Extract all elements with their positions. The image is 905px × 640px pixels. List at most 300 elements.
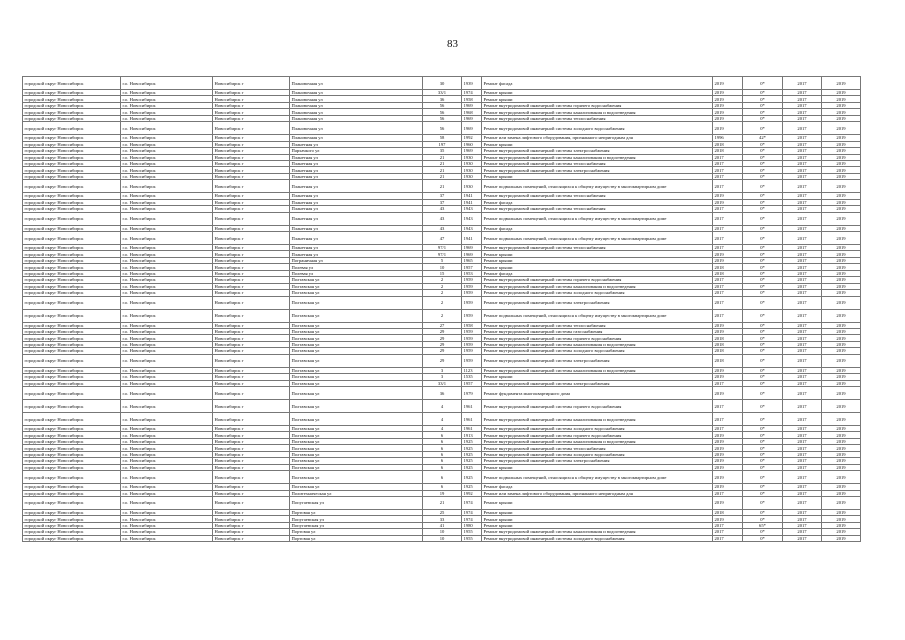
cell-unit: 0* [743,367,783,373]
cell-year-from: 2017 [783,206,822,212]
cell-year-to: 2019 [822,154,861,160]
cell-locality: Новосибирск г [213,535,290,541]
cell-district: городской округ Новосибирск [23,341,121,347]
cell-street: Попугаевская ул [290,516,423,522]
cell-settlement: г.о. Новосибирск [121,509,213,515]
cell-locality: Новосибирск г [213,102,290,108]
cell-locality: Новосибирск г [213,426,290,432]
cell-settlement: г.о. Новосибирск [121,458,213,464]
cell-district: городской округ Новосибирск [23,471,121,484]
cell-house: 6 [423,432,462,438]
cell-year-built: 1959 [462,354,482,367]
cell-settlement: г.о. Новосибирск [121,167,213,173]
cell-year-start: 2018 [713,354,743,367]
cell-district: городской округ Новосибирск [23,148,121,154]
cell-unit: 0* [743,529,783,535]
cell-work-type: Ремонт внутридомовой инженерной системы горячего водоснабжения [482,277,713,283]
cell-house: 15 [423,270,462,276]
cell-year-start: 2017 [713,232,743,245]
cell-year-start: 2019 [713,374,743,380]
cell-year-to: 2019 [822,141,861,147]
cell-year-from: 2017 [783,167,822,173]
cell-street: Плановочная ул [290,122,423,135]
cell-settlement: г.о. Новосибирск [121,283,213,289]
cell-year-built: 1974 [462,90,482,96]
cell-locality: Новосибирск г [213,90,290,96]
cell-year-start: 2018 [713,341,743,347]
cell-year-built: 1969 [462,115,482,121]
cell-year-from: 2017 [783,160,822,166]
cell-year-start: 2019 [713,193,743,199]
cell-street: Полтавская ул [290,348,423,354]
cell-year-start: 2017 [713,167,743,173]
cell-locality: Новосибирск г [213,522,290,528]
cell-locality: Новосибирск г [213,445,290,451]
cell-district: городской округ Новосибирск [23,206,121,212]
cell-work-type: Ремонт крыши [482,522,713,528]
cell-settlement: г.о. Новосибирск [121,535,213,541]
cell-unit: 0* [743,380,783,386]
cell-unit: 0* [743,387,783,400]
cell-unit: 0* [743,341,783,347]
cell-year-built: 1974 [462,496,482,509]
table-row [23,180,861,193]
cell-year-from: 2017 [783,413,822,426]
cell-work-type: Ремонт внутридомовой инженерной системы горячего водоснабжения [482,102,713,108]
cell-street: Полтавская ул [290,438,423,444]
cell-district: городской округ Новосибирск [23,270,121,276]
cell-year-from: 2017 [783,380,822,386]
cell-work-type: Ремонт внутридомовой инженерной системы канализования и водоотведения [482,529,713,535]
cell-unit: 0* [743,96,783,102]
cell-work-type: Ремонт внутридомовой инженерной системы канализования и водоотведения [482,341,713,347]
cell-settlement: г.о. Новосибирск [121,322,213,328]
cell-district: городской округ Новосибирск [23,212,121,225]
cell-year-start: 2019 [713,432,743,438]
cell-year-from: 2017 [783,438,822,444]
cell-year-start: 2019 [713,438,743,444]
cell-work-type: Ремонт внутридомовой инженерной системы горячего водоснабжения [482,335,713,341]
cell-unit: 0* [743,283,783,289]
cell-year-to: 2019 [822,122,861,135]
cell-unit: 0* [743,290,783,296]
cell-year-to: 2019 [822,232,861,245]
cell-street: Планетная ул [290,141,423,147]
cell-unit: 0* [743,251,783,257]
cell-work-type: Ремонт крыши [482,516,713,522]
cell-year-from: 2017 [783,335,822,341]
cell-year-built: 1925 [462,458,482,464]
cell-settlement: г.о. Новосибирск [121,374,213,380]
cell-house: 47 [423,232,462,245]
cell-year-start: 2019 [713,77,743,90]
cell-year-built: 1969 [462,122,482,135]
cell-house: 36 [423,96,462,102]
cell-settlement: г.о. Новосибирск [121,464,213,470]
cell-work-type: Ремонт крыши [482,96,713,102]
cell-work-type: Ремонт фасада [482,484,713,490]
cell-year-built: 1958 [462,96,482,102]
cell-locality: Новосибирск г [213,438,290,444]
cell-work-type: Ремонт внутридомовой инженерной системы теплоснабжения [482,160,713,166]
cell-locality: Новосибирск г [213,328,290,334]
cell-year-built: 1939 [462,77,482,90]
cell-year-built: 1974 [462,516,482,522]
cell-district: городской округ Новосибирск [23,516,121,522]
cell-settlement: г.о. Новосибирск [121,341,213,347]
cell-work-type: Ремонт подвальных помещений, относящихся к общему имуществу в многоквартирном доме [482,212,713,225]
cell-year-start: 2018 [713,335,743,341]
cell-year-to: 2019 [822,387,861,400]
cell-unit: 0* [743,451,783,457]
cell-street: Полтавская ул [290,328,423,334]
cell-street: Полтавская ул [290,296,423,309]
cell-unit: 0* [743,322,783,328]
cell-locality: Новосибирск г [213,257,290,263]
cell-street: Полтавская ул [290,335,423,341]
cell-unit: 0* [743,296,783,309]
cell-locality: Новосибирск г [213,354,290,367]
cell-unit: 0* [743,445,783,451]
cell-street: Планетная ул [290,232,423,245]
cell-district: городской округ Новосибирск [23,322,121,328]
cell-work-type: Ремонт внутридомовой инженерной системы газоснабжения [482,328,713,334]
cell-district: городской округ Новосибирск [23,109,121,115]
cell-year-to: 2019 [822,225,861,231]
cell-locality: Новосибирск г [213,160,290,166]
cell-settlement: г.о. Новосибирск [121,122,213,135]
cell-work-type: Ремонт внутридомовой инженерной системы электроснабжения [482,167,713,173]
table-row [23,354,861,367]
cell-work-type: Ремонт внутридомовой инженерной системы электроснабжения [482,148,713,154]
cell-locality: Новосибирск г [213,322,290,328]
cell-year-built: 1965 [462,257,482,263]
cell-work-type: Ремонт внутридомовой инженерной системы электроснабжения [482,354,713,367]
cell-settlement: г.о. Новосибирск [121,438,213,444]
cell-street: Портовая ул [290,509,423,515]
cell-settlement: г.о. Новосибирск [121,199,213,205]
cell-locality: Новосибирск г [213,212,290,225]
cell-work-type: Ремонт внутридомовой инженерной системы канализования и водоотведения [482,109,713,115]
cell-district: городской округ Новосибирск [23,122,121,135]
cell-district: городской округ Новосибирск [23,522,121,528]
cell-year-built: 1959 [462,335,482,341]
cell-year-start: 2017 [713,522,743,528]
cell-year-start: 2017 [713,490,743,496]
cell-year-from: 2017 [783,193,822,199]
cell-district: городской округ Новосибирск [23,490,121,496]
cell-locality: Новосибирск г [213,206,290,212]
cell-settlement: г.о. Новосибирск [121,451,213,457]
cell-year-to: 2019 [822,458,861,464]
cell-house: 29 [423,328,462,334]
cell-district: городской округ Новосибирск [23,496,121,509]
cell-settlement: г.о. Новосибирск [121,367,213,373]
cell-house: 25 [423,509,462,515]
cell-year-from: 2017 [783,322,822,328]
cell-district: городской округ Новосибирск [23,535,121,541]
cell-unit: 0* [743,212,783,225]
cell-year-start: 2017 [713,245,743,251]
cell-district: городской округ Новосибирск [23,251,121,257]
cell-locality: Новосибирск г [213,264,290,270]
cell-street: Планетная ул [290,160,423,166]
cell-district: городской округ Новосибирск [23,387,121,400]
cell-settlement: г.о. Новосибирск [121,516,213,522]
cell-year-start: 2017 [713,290,743,296]
cell-district: городской округ Новосибирск [23,160,121,166]
cell-work-type: Ремонт внутридомовой инженерной системы канализования и водоотведения [482,413,713,426]
cell-street: Полтавская ул [290,367,423,373]
cell-house: 30 [423,77,462,90]
cell-district: городской округ Новосибирск [23,328,121,334]
cell-year-to: 2019 [822,102,861,108]
cell-district: городской округ Новосибирск [23,348,121,354]
cell-work-type: Ремонт крыши [482,264,713,270]
cell-street: Планетная ул [290,180,423,193]
cell-year-from: 2017 [783,445,822,451]
cell-year-start: 2019 [713,122,743,135]
cell-locality: Новосибирск г [213,413,290,426]
cell-work-type: Ремонт внутридомовой инженерной системы канализования и водоотведения [482,154,713,160]
cell-settlement: г.о. Новосибирск [121,277,213,283]
cell-work-type: Ремонт внутридомовой инженерной системы канализования и водоотведения [482,367,713,373]
cell-year-from: 2017 [783,212,822,225]
cell-work-type: Ремонт или замена лифтового оборудования, признанного непригодным для [482,490,713,496]
cell-work-type: Ремонт внутридомовой инженерной системы теплоснабжения [482,245,713,251]
cell-district: городской округ Новосибирск [23,225,121,231]
cell-locality: Новосибирск г [213,277,290,283]
cell-year-to: 2019 [822,509,861,515]
cell-year-from: 2017 [783,522,822,528]
cell-year-built: 1913 [462,432,482,438]
cell-settlement: г.о. Новосибирск [121,348,213,354]
cell-locality: Новосибирск г [213,458,290,464]
table-row [23,496,861,509]
cell-year-built: 1943 [462,206,482,212]
cell-year-from: 2017 [783,77,822,90]
cell-district: городской округ Новосибирск [23,445,121,451]
cell-district: городской округ Новосибирск [23,141,121,147]
cell-district: городской округ Новосибирск [23,199,121,205]
cell-house: 37 [423,199,462,205]
cell-year-built: 1941 [462,232,482,245]
cell-year-from: 2017 [783,270,822,276]
cell-street: Плановочная ул [290,135,423,141]
cell-year-from: 2017 [783,173,822,179]
cell-district: городской округ Новосибирск [23,451,121,457]
cell-work-type: Ремонт крыши [482,464,713,470]
cell-year-to: 2019 [822,496,861,509]
cell-street: Планетная ул [290,193,423,199]
cell-year-start: 2019 [713,102,743,108]
cell-year-built: 1941 [462,193,482,199]
cell-work-type: Ремонт внутридомовой инженерной системы электроснабжения [482,296,713,309]
cell-work-type: Ремонт фасада [482,199,713,205]
cell-district: городской округ Новосибирск [23,135,121,141]
cell-year-to: 2019 [822,270,861,276]
cell-unit: 0* [743,232,783,245]
cell-work-type: Ремонт внутридомовой инженерной системы холодного водоснабжения [482,122,713,135]
cell-year-start: 2019 [713,445,743,451]
cell-house: 6 [423,451,462,457]
cell-year-to: 2019 [822,529,861,535]
cell-house: 6 [423,471,462,484]
cell-settlement: г.о. Новосибирск [121,426,213,432]
cell-year-built: 1961 [462,426,482,432]
cell-street: Полтавская ул [290,445,423,451]
cell-house: 4 [423,400,462,413]
cell-year-built: 1959 [462,290,482,296]
table-row [23,296,861,309]
cell-year-to: 2019 [822,96,861,102]
cell-street: Попугаевская ул [290,496,423,509]
cell-year-from: 2017 [783,367,822,373]
cell-year-built: 1961 [462,400,482,413]
cell-unit: 0* [743,180,783,193]
cell-house: 2 [423,309,462,322]
cell-year-built: 1959 [462,341,482,347]
cell-year-from: 2017 [783,432,822,438]
cell-settlement: г.о. Новосибирск [121,154,213,160]
cell-year-from: 2017 [783,96,822,102]
cell-year-from: 2017 [783,341,822,347]
cell-unit: 0* [743,496,783,509]
cell-house: 2 [423,277,462,283]
cell-year-start: 2017 [713,160,743,166]
cell-work-type: Ремонт внутридомовой инженерной системы холодного водоснабжения [482,290,713,296]
cell-year-start: 2018 [713,141,743,147]
cell-settlement: г.о. Новосибирск [121,380,213,386]
cell-year-to: 2019 [822,516,861,522]
cell-settlement: г.о. Новосибирск [121,225,213,231]
cell-house: 21 [423,496,462,509]
cell-year-to: 2019 [822,367,861,373]
cell-settlement: г.о. Новосибирск [121,328,213,334]
cell-locality: Новосибирск г [213,173,290,179]
cell-work-type: Ремонт внутридомовой инженерной системы теплоснабжения [482,193,713,199]
cell-house: 2 [423,296,462,309]
cell-locality: Новосибирск г [213,290,290,296]
cell-work-type: Ремонт внутридомовой инженерной системы теплоснабжения [482,115,713,121]
cell-year-built: 1957 [462,264,482,270]
cell-unit: 0* [743,167,783,173]
cell-unit: 0* [743,193,783,199]
cell-house: 6 [423,458,462,464]
cell-house: 2 [423,283,462,289]
cell-street: Плановочная ул [290,109,423,115]
cell-year-to: 2019 [822,296,861,309]
cell-year-from: 2017 [783,257,822,263]
cell-year-built: 1969 [462,148,482,154]
cell-district: городской округ Новосибирск [23,77,121,90]
cell-district: городской округ Новосибирск [23,115,121,121]
cell-settlement: г.о. Новосибирск [121,335,213,341]
cell-year-from: 2017 [783,496,822,509]
cell-settlement: г.о. Новосибирск [121,160,213,166]
cell-year-built: 1955 [462,535,482,541]
cell-year-start: 2017 [713,277,743,283]
cell-year-built: 1992 [462,490,482,496]
cell-work-type: Ремонт крыши [482,251,713,257]
cell-settlement: г.о. Новосибирск [121,490,213,496]
cell-locality: Новосибирск г [213,496,290,509]
cell-unit: 0* [743,458,783,464]
cell-year-start: 2018 [713,348,743,354]
cell-year-start: 2018 [713,148,743,154]
cell-street: Плановочная ул [290,96,423,102]
cell-settlement: г.о. Новосибирск [121,173,213,179]
cell-house: 10 [423,535,462,541]
cell-unit: 0* [743,328,783,334]
cell-street: Планетная ул [290,225,423,231]
cell-house: 97/1 [423,245,462,251]
cell-unit: 0* [743,264,783,270]
cell-district: городской округ Новосибирск [23,167,121,173]
cell-street: Полтавская ул [290,283,423,289]
cell-year-start: 2019 [713,96,743,102]
cell-year-built: 1535 [462,374,482,380]
cell-locality: Новосибирск г [213,516,290,522]
cell-year-to: 2019 [822,348,861,354]
cell-settlement: г.о. Новосибирск [121,522,213,528]
cell-year-start: 2017 [713,225,743,231]
cell-settlement: г.о. Новосибирск [121,354,213,367]
cell-house: 3 [423,367,462,373]
cell-locality: Новосибирск г [213,283,290,289]
cell-house: 43 [423,225,462,231]
cell-year-built: 1930 [462,180,482,193]
cell-house: 56 [423,115,462,121]
cell-year-from: 2017 [783,348,822,354]
cell-unit: 42* [743,135,783,141]
cell-street: Планетная ул [290,212,423,225]
cell-year-from: 2017 [783,471,822,484]
cell-unit: 0* [743,160,783,166]
cell-house: 21 [423,160,462,166]
cell-year-to: 2019 [822,484,861,490]
cell-work-type: Ремонт фасада [482,225,713,231]
cell-unit: 0* [743,90,783,96]
cell-year-start: 2017 [713,296,743,309]
cell-year-to: 2019 [822,167,861,173]
cell-work-type: Ремонт внутридомовой инженерной системы горячего водоснабжения [482,432,713,438]
cell-year-start: 2017 [713,212,743,225]
cell-house: 10 [423,529,462,535]
cell-year-start: 2019 [713,109,743,115]
cell-work-type: Ремонт внутридомовой инженерной системы холодного водоснабжения [482,348,713,354]
table-row [23,535,861,541]
cell-street: Плановочная ул [290,115,423,121]
cell-street: Полтавская ул [290,380,423,386]
cell-year-to: 2019 [822,309,861,322]
cell-street: Полтавская ул [290,277,423,283]
cell-locality: Новосибирск г [213,193,290,199]
cell-house: 6 [423,464,462,470]
cell-year-from: 2017 [783,354,822,367]
cell-house: 43 [423,212,462,225]
cell-locality: Новосибирск г [213,167,290,173]
cell-year-from: 2017 [783,245,822,251]
cell-year-from: 2017 [783,141,822,147]
works-table-container [22,76,860,542]
cell-unit: 0* [743,413,783,426]
cell-locality: Новосибирск г [213,484,290,490]
cell-settlement: г.о. Новосибирск [121,212,213,225]
cell-year-start: 2017 [713,426,743,432]
table-row [23,212,861,225]
cell-street: Полтавская ул [290,387,423,400]
